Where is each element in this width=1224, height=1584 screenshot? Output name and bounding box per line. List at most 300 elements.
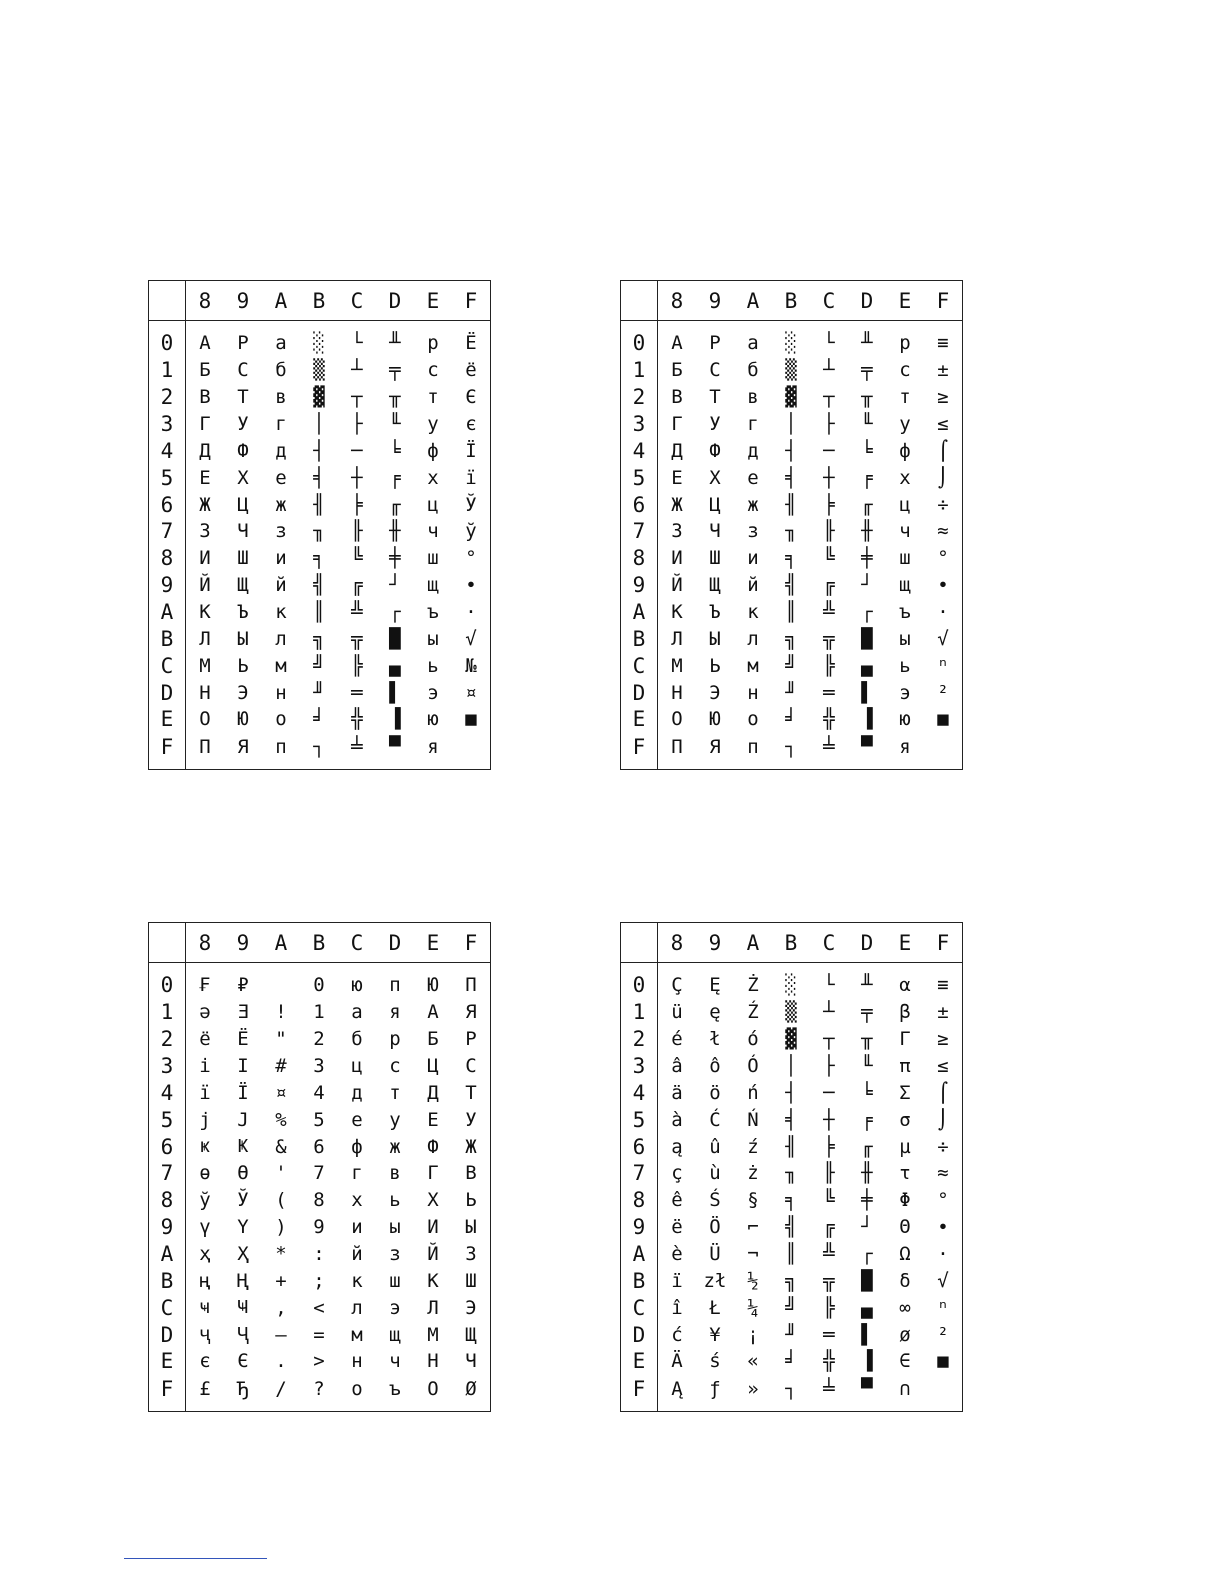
character-cell: ╚: [823, 1189, 835, 1212]
character-cell: ń: [747, 1081, 759, 1104]
character-cell: Х: [237, 466, 249, 489]
character-cell: Ф: [709, 439, 721, 462]
character-cell: І: [237, 1055, 249, 1078]
character-cell: П: [465, 973, 477, 996]
table-row: [621, 1348, 963, 1375]
column-header: D: [848, 923, 886, 963]
character-cell: ś: [709, 1350, 721, 1373]
table-row: [621, 1241, 963, 1268]
character-cell: ш: [389, 1269, 401, 1292]
corner-cell: [149, 923, 186, 963]
character-cell: ≈: [937, 1162, 949, 1185]
character-cell: =: [313, 1323, 325, 1346]
character-cell: ╟: [351, 520, 363, 543]
table-row: [621, 464, 963, 491]
character-cell: О: [199, 708, 211, 731]
character-cell: Ї: [465, 439, 477, 462]
column-header: B: [772, 281, 810, 321]
character-cell: Ю: [709, 708, 721, 731]
character-cell: ç: [671, 1162, 683, 1185]
character-cell: Ҹ: [237, 1296, 249, 1319]
column-header: C: [338, 923, 376, 963]
character-cell: 6: [313, 1135, 325, 1158]
code-table-2: [620, 280, 963, 770]
column-header: A: [262, 923, 300, 963]
character-cell: ї: [465, 466, 477, 489]
row-header: D: [149, 1321, 186, 1348]
character-cell: >: [313, 1350, 325, 1373]
character-cell: Д: [427, 1081, 439, 1104]
character-cell: н: [351, 1350, 363, 1373]
table-row: [149, 572, 491, 599]
character-cell: п: [389, 973, 401, 996]
character-cell: ╧: [823, 735, 835, 758]
character-cell: П: [199, 735, 211, 758]
character-cell: ╞: [823, 1135, 835, 1158]
table-row: [149, 1133, 491, 1160]
character-cell: Ю: [427, 973, 439, 996]
character-cell: ë: [671, 1216, 683, 1239]
column-header: B: [300, 923, 338, 963]
character-cell: Σ: [899, 1081, 911, 1104]
character-cell: т: [899, 386, 911, 409]
character-cell: Ж: [671, 493, 683, 516]
row-header: 2: [621, 1026, 658, 1053]
character-cell: ч: [899, 520, 911, 543]
footnote-separator: [124, 1558, 267, 1559]
character-cell: ²: [937, 681, 949, 704]
table-row: [621, 1187, 963, 1214]
character-cell: ┌: [389, 601, 401, 624]
character-cell: ┬: [823, 386, 835, 409]
row-header: 7: [621, 518, 658, 545]
character-cell: х: [899, 466, 911, 489]
character-cell: è: [671, 1243, 683, 1266]
character-cell: С: [465, 1055, 477, 1078]
character-cell: Т: [237, 386, 249, 409]
character-cell: Я: [465, 1001, 477, 1024]
table-row: [621, 1026, 963, 1053]
character-cell: ╘: [389, 439, 401, 462]
table-row: [149, 321, 491, 357]
character-cell: ╗: [785, 627, 797, 650]
row-header: F: [621, 1375, 658, 1412]
table-row: [621, 599, 963, 626]
character-cell: ө: [199, 1162, 211, 1185]
character-cell: ј: [199, 1108, 211, 1131]
character-cell: ê: [671, 1189, 683, 1212]
character-cell: э: [899, 681, 911, 704]
character-cell: А: [199, 331, 211, 354]
character-cell: ·: [937, 1243, 949, 1266]
character-cell: α: [899, 973, 911, 996]
character-cell: %: [275, 1108, 287, 1131]
character-cell: »: [747, 1377, 759, 1400]
character-cell: ╕: [313, 547, 325, 570]
character-cell: /: [275, 1377, 287, 1400]
character-cell: ┬: [823, 1028, 835, 1051]
character-cell: Ы: [709, 627, 721, 650]
character-cell: ⌠: [937, 439, 949, 462]
character-cell: Ө: [237, 1162, 249, 1185]
table-row: [149, 1106, 491, 1133]
character-cell: ҝ: [199, 1135, 211, 1158]
character-cell: Ł: [709, 1296, 721, 1319]
character-cell: ╙: [861, 1055, 873, 1078]
row-header: C: [149, 652, 186, 679]
table-row: [149, 1026, 491, 1053]
character-cell: с: [427, 359, 439, 382]
column-header: D: [848, 281, 886, 321]
character-cell: г: [747, 413, 759, 436]
character-cell: О: [427, 1377, 439, 1400]
row-header: D: [621, 1321, 658, 1348]
character-cell: с: [899, 359, 911, 382]
column-header: 9: [224, 923, 262, 963]
character-cell: 3: [313, 1055, 325, 1078]
character-cell: ╚: [351, 547, 363, 570]
character-cell: 0: [313, 973, 325, 996]
character-cell: ≈: [937, 520, 949, 543]
character-cell: Θ: [899, 1216, 911, 1239]
character-cell: Д: [671, 439, 683, 462]
character-cell: Н: [199, 681, 211, 704]
character-cell: ∙: [937, 574, 949, 597]
table-row: [621, 321, 963, 357]
character-cell: └: [823, 331, 835, 354]
row-header: 7: [149, 1160, 186, 1187]
character-cell: ƒ: [709, 1377, 721, 1400]
character-cell: Н: [427, 1350, 439, 1373]
character-cell: Й: [199, 574, 211, 597]
character-cell: Ç: [671, 973, 683, 996]
character-cell: à: [671, 1108, 683, 1131]
character-cell: ä: [671, 1081, 683, 1104]
character-cell: «: [747, 1350, 759, 1373]
character-cell: й: [275, 574, 287, 597]
character-cell: Ó: [747, 1055, 759, 1078]
character-cell: д: [275, 439, 287, 462]
character-cell: ▐: [389, 708, 401, 731]
character-cell: Р: [465, 1028, 477, 1051]
character-cell: ⌠: [937, 1081, 949, 1104]
row-header: 2: [621, 384, 658, 411]
character-cell: Р: [709, 331, 721, 354]
table-row: [621, 411, 963, 438]
character-cell: °: [937, 547, 949, 570]
table-row: [149, 545, 491, 572]
character-cell: ю: [899, 708, 911, 731]
character-cell: ╣: [313, 574, 325, 597]
character-cell: ▀: [861, 735, 873, 758]
character-cell: л: [351, 1296, 363, 1319]
character-cell: ь: [427, 654, 439, 677]
character-cell: ó: [747, 1028, 759, 1051]
character-cell: τ: [899, 1162, 911, 1185]
table-row: [621, 1106, 963, 1133]
character-cell: Р: [237, 331, 249, 354]
column-header: E: [886, 923, 924, 963]
character-cell: ╠: [351, 654, 363, 677]
character-cell: ╤: [389, 359, 401, 382]
row-header: 3: [621, 1053, 658, 1080]
character-cell: ╝: [313, 654, 325, 677]
character-cell: ╫: [861, 1162, 873, 1185]
character-cell: ÷: [937, 1135, 949, 1158]
character-cell: ▄: [861, 654, 873, 677]
character-cell: £: [199, 1377, 211, 1400]
character-cell: ¥: [709, 1323, 721, 1346]
character-cell: ╞: [351, 493, 363, 516]
character-cell: │: [785, 1055, 797, 1078]
character-cell: ж: [389, 1135, 401, 1158]
character-cell: ├: [823, 413, 835, 436]
character-cell: ┤: [785, 439, 797, 462]
table-row: [149, 437, 491, 464]
row-header: E: [621, 706, 658, 733]
character-cell: Ś: [709, 1189, 721, 1212]
column-header: 9: [696, 923, 734, 963]
character-cell: √: [465, 627, 477, 650]
character-cell: 9: [313, 1216, 325, 1239]
character-cell: Б: [671, 359, 683, 382]
character-cell: Ä: [671, 1350, 683, 1373]
character-cell: ╩: [823, 1243, 835, 1266]
character-cell: з: [747, 520, 759, 543]
character-cell: ■: [937, 1350, 949, 1373]
table-row: [621, 733, 963, 770]
character-cell: *: [275, 1243, 287, 1266]
character-cell: М: [427, 1323, 439, 1346]
character-cell: а: [275, 331, 287, 354]
character-cell: °: [937, 1189, 949, 1212]
character-cell: [924, 1375, 963, 1412]
character-cell: Φ: [899, 1189, 911, 1212]
row-header: 5: [149, 464, 186, 491]
character-cell: Ў: [465, 493, 477, 516]
row-header: F: [149, 733, 186, 770]
character-cell: е: [747, 466, 759, 489]
code-table-3: [148, 922, 491, 1412]
character-cell: о: [747, 708, 759, 731]
character-cell: є: [199, 1350, 211, 1373]
character-cell: і: [199, 1055, 211, 1078]
character-cell: Я: [237, 735, 249, 758]
column-header: F: [924, 281, 963, 321]
character-cell: ╓: [861, 1135, 873, 1158]
character-cell: î: [671, 1296, 683, 1319]
character-cell: ┘: [861, 574, 873, 597]
character-cell: х: [427, 466, 439, 489]
character-cell: ∩: [899, 1377, 911, 1400]
character-cell: §: [747, 1189, 759, 1212]
character-cell: Э: [465, 1296, 477, 1319]
column-header: E: [886, 281, 924, 321]
character-cell: А: [427, 1001, 439, 1024]
character-cell: ф: [351, 1135, 363, 1158]
character-cell: ├: [351, 413, 363, 436]
character-cell: ч: [389, 1350, 401, 1373]
character-cell: ;: [313, 1269, 325, 1292]
character-cell: [262, 963, 300, 999]
character-cell: Л: [427, 1296, 439, 1319]
character-cell: Ǝ: [237, 1001, 249, 1024]
character-cell: ╘: [861, 1081, 873, 1104]
character-cell: ô: [709, 1055, 721, 1078]
character-cell: ║: [785, 1243, 797, 1266]
table-row: [621, 1294, 963, 1321]
character-cell: Γ: [899, 1028, 911, 1051]
character-cell: ╡: [785, 1108, 797, 1131]
character-cell: ¤: [275, 1081, 287, 1104]
row-header: 9: [149, 572, 186, 599]
character-cell: ±: [937, 1001, 949, 1024]
character-cell: √: [937, 1269, 949, 1292]
row-header: 5: [621, 464, 658, 491]
row-header: A: [621, 599, 658, 626]
character-cell: ▐: [861, 708, 873, 731]
character-cell: м: [351, 1323, 363, 1346]
character-cell: ц: [899, 493, 911, 516]
character-cell: Є: [465, 386, 477, 409]
table-row: [621, 491, 963, 518]
column-header: F: [452, 281, 491, 321]
character-cell: ₣: [199, 973, 211, 996]
table-row: [621, 706, 963, 733]
table-row: [621, 625, 963, 652]
character-cell: ²: [937, 1323, 949, 1346]
row-header: 1: [149, 357, 186, 384]
character-cell: Э: [237, 681, 249, 704]
character-cell: Ъ: [709, 601, 721, 624]
table-row: [149, 999, 491, 1026]
table-row: [149, 1079, 491, 1106]
character-cell: ╩: [351, 601, 363, 624]
character-cell: ╢: [313, 493, 325, 516]
character-cell: ▒: [785, 1001, 797, 1024]
character-cell: и: [275, 547, 287, 570]
character-cell: ą: [671, 1135, 683, 1158]
table-row: [621, 437, 963, 464]
character-cell: В: [465, 1162, 477, 1185]
character-cell: Ж: [199, 493, 211, 516]
character-cell: ┤: [785, 1081, 797, 1104]
character-cell: 4: [313, 1081, 325, 1104]
character-cell: ╡: [313, 466, 325, 489]
character-cell: М: [199, 654, 211, 677]
character-cell: ь: [389, 1189, 401, 1212]
character-cell: Ü: [709, 1243, 721, 1266]
character-cell: є: [465, 413, 477, 436]
character-cell: ⌐: [747, 1216, 759, 1239]
character-cell: Щ: [465, 1323, 477, 1346]
character-cell: ╒: [389, 466, 401, 489]
table-row: [149, 679, 491, 706]
row-header: 0: [149, 963, 186, 999]
character-cell: :: [313, 1243, 325, 1266]
table-row: [149, 1187, 491, 1214]
character-cell: ┼: [823, 1108, 835, 1131]
character-cell: Ъ: [237, 601, 249, 624]
character-cell: ┌: [861, 601, 873, 624]
row-header: 8: [621, 545, 658, 572]
character-cell: ж: [275, 493, 287, 516]
row-header: 4: [149, 437, 186, 464]
character-cell: е: [275, 466, 287, 489]
character-cell: π: [899, 1055, 911, 1078]
row-header: 1: [621, 357, 658, 384]
table-row: [149, 1241, 491, 1268]
character-cell: Ї: [237, 1081, 249, 1104]
character-cell: ┘: [389, 574, 401, 597]
character-cell: Ø: [465, 1377, 477, 1400]
character-cell: ╥: [861, 386, 873, 409]
table-row: [621, 1375, 963, 1412]
character-cell: ╝: [785, 654, 797, 677]
table-row: [621, 518, 963, 545]
table-row: [621, 1321, 963, 1348]
character-cell: ъ: [899, 601, 911, 624]
character-cell: Є: [237, 1350, 249, 1373]
character-cell: Ё: [237, 1028, 249, 1051]
character-cell: ┴: [823, 359, 835, 382]
character-cell: ы: [389, 1216, 401, 1239]
character-cell: Э: [709, 681, 721, 704]
character-cell: ╔: [351, 574, 363, 597]
character-cell: ∞: [899, 1296, 911, 1319]
character-cell: ╧: [823, 1377, 835, 1400]
row-header: 9: [149, 1214, 186, 1241]
character-cell: └: [351, 331, 363, 354]
table-row: [149, 625, 491, 652]
character-cell: Ч: [709, 520, 721, 543]
character-cell: ю: [351, 973, 363, 996]
character-cell: Л: [671, 627, 683, 650]
character-cell: т: [427, 386, 439, 409]
character-cell: С: [237, 359, 249, 382]
character-cell: Ү: [237, 1216, 249, 1239]
character-cell: и: [747, 547, 759, 570]
corner-cell: [149, 281, 186, 321]
character-cell: Я: [709, 735, 721, 758]
character-cell: ╡: [785, 466, 797, 489]
row-header: A: [149, 1241, 186, 1268]
character-cell: ": [275, 1028, 287, 1051]
row-header: 6: [621, 1133, 658, 1160]
character-cell: ÷: [937, 493, 949, 516]
character-cell: ╞: [823, 493, 835, 516]
character-cell: Ч: [237, 520, 249, 543]
character-cell: ў: [199, 1189, 211, 1212]
character-cell: ═: [351, 681, 363, 704]
character-cell: ─: [351, 439, 363, 462]
character-cell: ╧: [351, 735, 363, 758]
character-cell: ▓: [313, 386, 325, 409]
character-cell: ╕: [785, 547, 797, 570]
character-cell: п: [747, 735, 759, 758]
character-cell: К: [199, 601, 211, 624]
character-cell: у: [389, 1108, 401, 1131]
row-header: 8: [149, 545, 186, 572]
character-cell: Ш: [237, 547, 249, 570]
character-cell: Ҳ: [237, 1243, 249, 1266]
row-header: 7: [149, 518, 186, 545]
character-cell: ч: [427, 520, 439, 543]
row-header: B: [149, 625, 186, 652]
character-cell: №: [465, 654, 477, 677]
table-row: [149, 411, 491, 438]
character-cell: Ч: [465, 1350, 477, 1373]
